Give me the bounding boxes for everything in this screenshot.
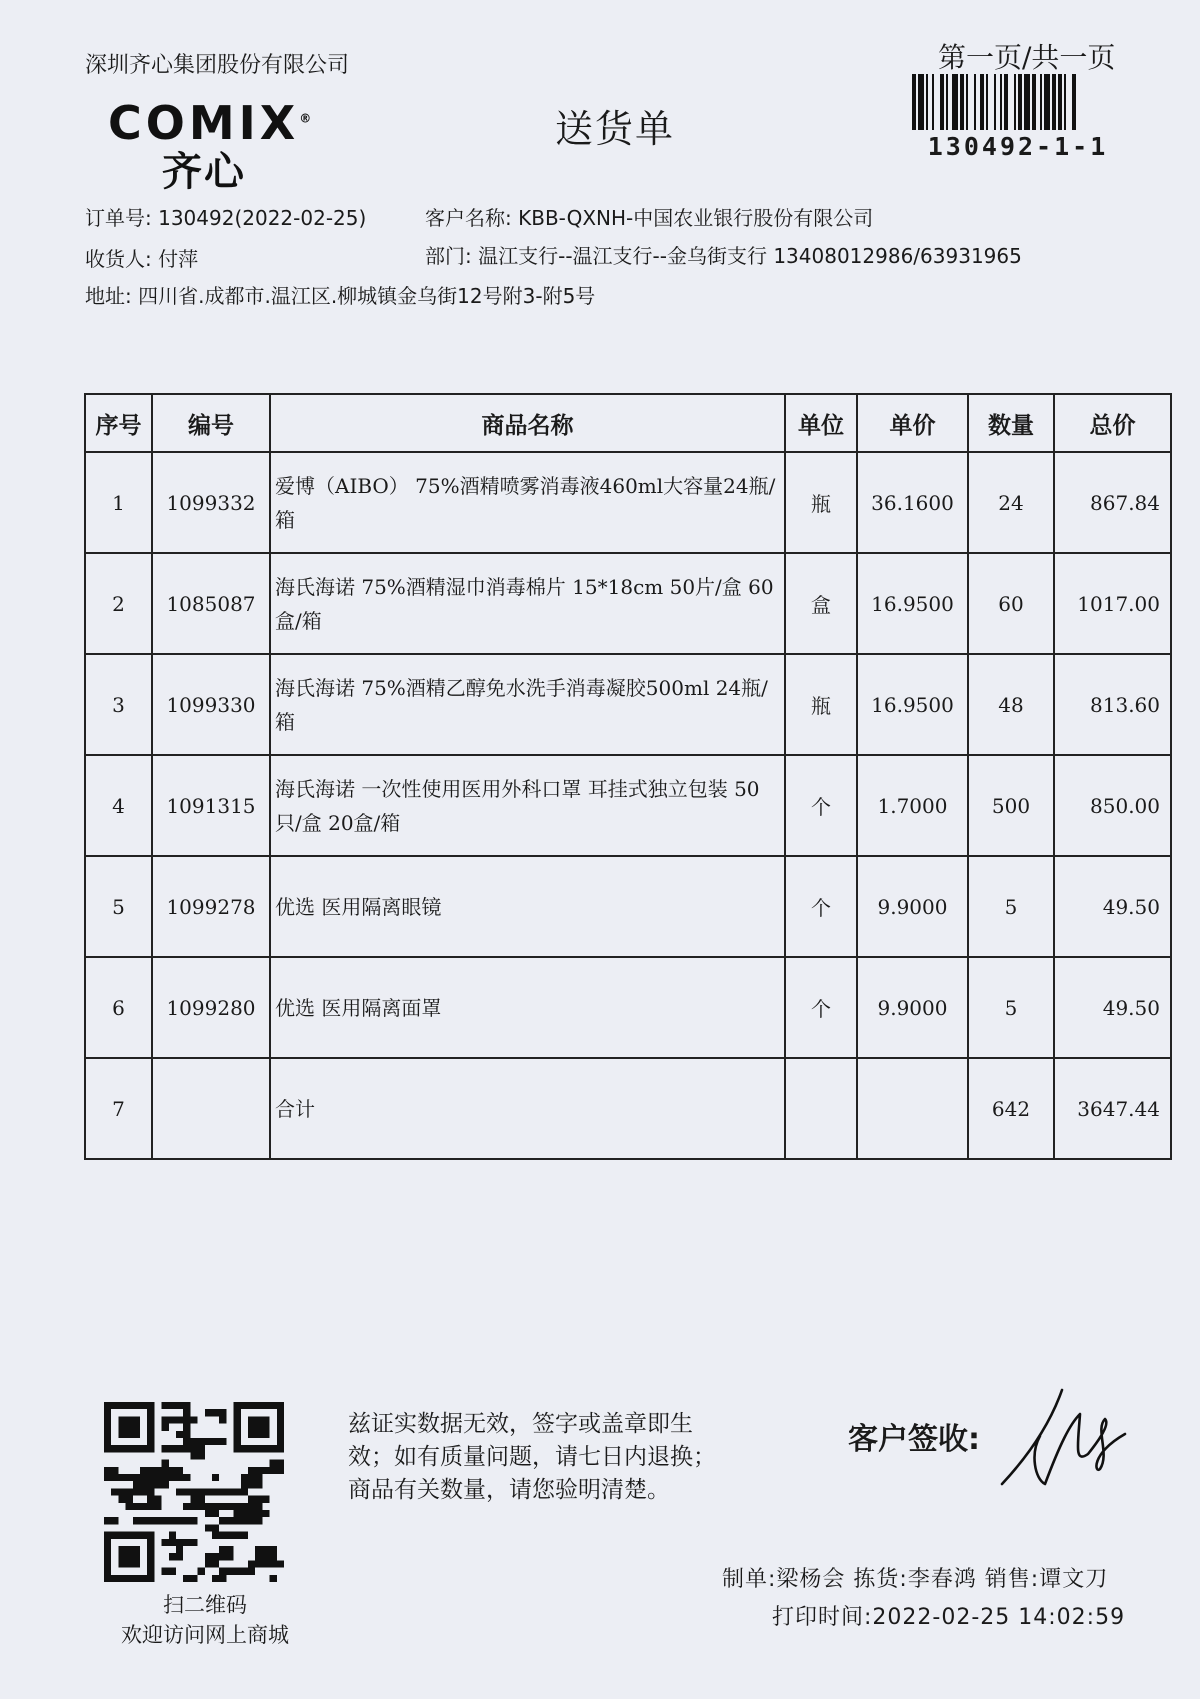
cell-total: 49.50 xyxy=(1054,856,1171,957)
department xyxy=(425,240,1022,269)
cell-qty: 5 xyxy=(968,856,1054,957)
table-header-row xyxy=(85,394,1171,452)
table-row xyxy=(85,856,1171,957)
cell-unit: 瓶 xyxy=(785,452,857,553)
cell-product: 合计 xyxy=(270,1058,785,1159)
address-label: 地址: xyxy=(85,284,132,308)
col-header-product: 商品名称 xyxy=(270,394,785,452)
cell-qty: 60 xyxy=(968,553,1054,654)
cell-qty: 24 xyxy=(968,452,1054,553)
cell-product: 爱博（AIBO） 75%酒精喷雾消毒液460ml大容量24瓶/箱 xyxy=(270,452,785,553)
handwritten-signature-icon xyxy=(1000,1384,1130,1494)
cell-code: 1099278 xyxy=(152,856,270,957)
cell-code: 1099330 xyxy=(152,654,270,755)
col-header-price: 单价 xyxy=(857,394,968,452)
department-label: 部门: xyxy=(425,244,472,268)
address-value: 四川省.成都市.温江区.柳城镇金乌街12号附3-附5号 xyxy=(138,284,596,308)
customer-name xyxy=(425,202,873,231)
cell-seq: 6 xyxy=(85,957,152,1058)
cell-unit: 个 xyxy=(785,755,857,856)
address xyxy=(85,280,595,309)
cell-total: 1017.00 xyxy=(1054,553,1171,654)
cell-price: 16.9500 xyxy=(857,654,968,755)
cell-code: 1099332 xyxy=(152,452,270,553)
customer-value: KBB-QXNH-中国农业银行股份有限公司 xyxy=(518,206,874,230)
receiver xyxy=(85,243,198,272)
cell-unit xyxy=(785,1058,857,1159)
qr-caption-line1: 扫二维码 xyxy=(163,1593,247,1617)
cell-unit: 个 xyxy=(785,856,857,957)
cell-unit: 个 xyxy=(785,957,857,1058)
logo-text: COMIX xyxy=(108,96,300,150)
cell-product: 优选 医用隔离眼镜 xyxy=(270,856,785,957)
qr-code-icon xyxy=(104,1402,284,1582)
cell-price: 9.9000 xyxy=(857,856,968,957)
cell-total: 850.00 xyxy=(1054,755,1171,856)
logo-chinese: 齐心 xyxy=(162,149,246,195)
customer-label: 客户名称: xyxy=(425,206,512,230)
cell-total: 813.60 xyxy=(1054,654,1171,755)
print-time: 打印时间:2022-02-25 14:02:59 xyxy=(772,1605,1126,1630)
cell-seq: 7 xyxy=(85,1058,152,1159)
cell-unit: 瓶 xyxy=(785,654,857,755)
cell-unit: 盒 xyxy=(785,553,857,654)
table-row xyxy=(85,654,1171,755)
cell-price: 16.9500 xyxy=(857,553,968,654)
cell-seq: 5 xyxy=(85,856,152,957)
cell-total: 867.84 xyxy=(1054,452,1171,553)
barcode-number: 130492-1-1 xyxy=(927,132,1109,161)
notice-line1: 兹证实数据无效，签字或盖章即生 xyxy=(348,1411,693,1437)
registered-mark-icon: ® xyxy=(299,111,312,126)
cell-seq: 4 xyxy=(85,755,152,856)
company-name: 深圳齐心集团股份有限公司 xyxy=(85,53,350,78)
cell-seq: 1 xyxy=(85,452,152,553)
table-row xyxy=(85,553,1171,654)
receiver-label: 收货人: xyxy=(85,247,152,271)
col-header-qty: 数量 xyxy=(968,394,1054,452)
cell-product: 海氏海诺 75%酒精湿巾消毒棉片 15*18cm 50片/盒 60盒/箱 xyxy=(270,553,785,654)
cell-qty: 500 xyxy=(968,755,1054,856)
cell-total: 49.50 xyxy=(1054,957,1171,1058)
cell-code: 1091315 xyxy=(152,755,270,856)
qr-caption-line2: 欢迎访问网上商城 xyxy=(121,1623,289,1647)
notice-line3: 商品有关数量，请您验明清楚。 xyxy=(348,1477,670,1503)
cell-price: 1.7000 xyxy=(857,755,968,856)
cell-qty: 48 xyxy=(968,654,1054,755)
col-header-unit: 单位 xyxy=(785,394,857,452)
cell-product: 海氏海诺 75%酒精乙醇免水洗手消毒凝胶500ml 24瓶/箱 xyxy=(270,654,785,755)
table-row xyxy=(85,452,1171,553)
order-label: 订单号: xyxy=(85,206,152,230)
order-number xyxy=(85,202,366,231)
order-value: 130492(2022-02-25) xyxy=(158,206,367,230)
cell-total: 3647.44 xyxy=(1054,1058,1171,1159)
barcode-icon xyxy=(912,74,1122,130)
cell-code: 1099280 xyxy=(152,957,270,1058)
cell-seq: 2 xyxy=(85,553,152,654)
page-indicator: 第一页/共一页 xyxy=(938,41,1116,74)
qr-caption xyxy=(110,1590,300,1650)
notice-line2: 效；如有质量问题，请七日内退换； xyxy=(348,1444,716,1470)
comix-logo xyxy=(108,96,312,150)
cell-product: 优选 医用隔离面罩 xyxy=(270,957,785,1058)
table-row xyxy=(85,755,1171,856)
cell-qty: 5 xyxy=(968,957,1054,1058)
table-row xyxy=(85,957,1171,1058)
items-table xyxy=(84,393,1172,1160)
signature-label: 客户签收: xyxy=(848,1422,980,1457)
table-row-total xyxy=(85,1058,1171,1159)
notice-text xyxy=(348,1408,748,1507)
cell-code: 1085087 xyxy=(152,553,270,654)
cell-price xyxy=(857,1058,968,1159)
cell-seq: 3 xyxy=(85,654,152,755)
department-value: 温江支行--温江支行--金乌街支行 13408012986/63931965 xyxy=(478,244,1022,268)
col-header-code: 编号 xyxy=(152,394,270,452)
cell-price: 36.1600 xyxy=(857,452,968,553)
cell-code xyxy=(152,1058,270,1159)
staff-info: 制单:梁杨会 拣货:李春鸿 销售:谭文刀 xyxy=(722,1567,1109,1592)
col-header-seq: 序号 xyxy=(85,394,152,452)
col-header-total: 总价 xyxy=(1054,394,1171,452)
document-title: 送货单 xyxy=(555,107,676,151)
receiver-value: 付萍 xyxy=(158,247,199,271)
cell-price: 9.9000 xyxy=(857,957,968,1058)
cell-product: 海氏海诺 一次性使用医用外科口罩 耳挂式独立包装 50只/盒 20盒/箱 xyxy=(270,755,785,856)
cell-qty: 642 xyxy=(968,1058,1054,1159)
